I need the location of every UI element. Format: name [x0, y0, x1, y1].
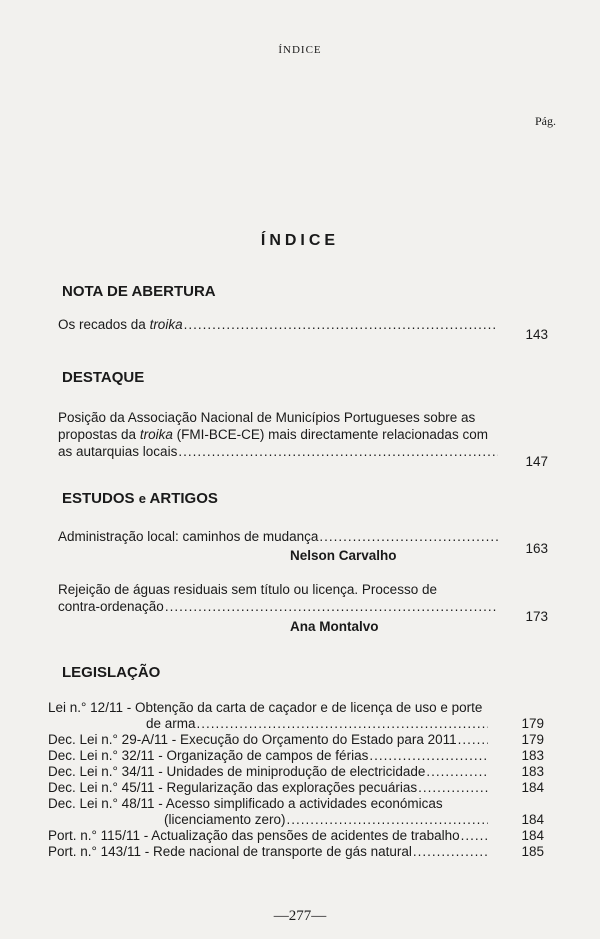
page-number-footer: —277— — [273, 908, 327, 924]
leader-dots — [418, 780, 488, 796]
leader-dots — [458, 732, 488, 748]
toc-entry-recados — [58, 316, 554, 342]
page-number: 185 — [521, 844, 544, 859]
list-item: Port. n.° 143/11 - Rede nacional de transporte de gás natural ..... 185 — [48, 844, 554, 860]
section-heading-destaque: DESTAQUE — [62, 369, 145, 386]
list-item: Dec. Lei n.° 29-A/11 - Execução do Orçamento do Estado para 2011 ..... 179 — [48, 732, 554, 748]
page-number: 183 — [521, 764, 544, 779]
leader-dots — [287, 812, 488, 828]
leader-dots — [197, 716, 488, 732]
page-number: 163 — [525, 541, 548, 556]
leader-dots — [369, 748, 488, 764]
list-item: (licenciamento zero) ..... 184 — [48, 812, 554, 828]
entry-line: Rejeição de águas residuais sem título ou licença. Processo de — [58, 582, 437, 597]
entry-italic: troika — [149, 317, 183, 332]
leader-dots — [178, 443, 498, 460]
list-item: Dec. Lei n.° 45/11 - Regularização das explorações pecuárias ..... 184 — [48, 780, 554, 796]
toc-entry-rejeicao — [58, 581, 554, 624]
leader-dots — [184, 316, 498, 333]
toc-entry-posicao — [58, 409, 554, 469]
section-heading-nota-de-abertura: NOTA DE ABERTURA — [62, 283, 216, 300]
entry-line: contra-ordenação — [58, 599, 164, 614]
page-number: 173 — [525, 609, 548, 624]
leader-dots — [319, 528, 498, 545]
section-heading-estudos-e-artigos: ESTUDOS e ARTIGOS — [62, 490, 218, 507]
leader-dots — [413, 844, 488, 860]
page-number: 143 — [525, 327, 548, 342]
list-item: Port. n.° 115/11 - Actualização das pensões de acidentes de trabalho ..... 184 — [48, 828, 554, 844]
entry-text: Os recados da — [58, 317, 146, 332]
section-heading-legislacao: LEGISLAÇÃO — [62, 664, 161, 681]
page-number: 183 — [521, 748, 544, 763]
list-item: Dec. Lei n.° 32/11 - Organização de campos de férias ..... 183 — [48, 748, 554, 764]
legislation-list — [48, 700, 554, 860]
page-number: 179 — [521, 716, 544, 731]
entry-line: propostas da troika (FMI-BCE-CE) mais directamente relacionadas com — [58, 427, 488, 442]
running-head: ÍNDICE — [278, 44, 322, 56]
leader-dots — [165, 598, 498, 615]
list-item: Lei n.° 12/11 - Obtenção da carta de caçador e de licença de uso e porte — [48, 700, 483, 715]
list-item: de arma ..... 179 — [48, 716, 554, 732]
entry-text: Administração local: caminhos de mudança — [58, 529, 319, 544]
entry-line: as autarquias locais — [58, 444, 178, 459]
page-number: 184 — [521, 780, 544, 795]
list-item: Dec. Lei n.° 48/11 - Acesso simplificado a actividades económicas — [48, 796, 443, 811]
author-name: Ana Montalvo — [290, 619, 379, 634]
page-number: 179 — [521, 732, 544, 747]
page-number: 184 — [521, 828, 544, 843]
page-number: 147 — [525, 454, 548, 469]
list-item: Dec. Lei n.° 34/11 - Unidades de miniprodução de electricidade ..... 183 — [48, 764, 554, 780]
page-number: 184 — [521, 812, 544, 827]
leader-dots — [426, 764, 488, 780]
entry-line: Posição da Associação Nacional de Municípios Portugueses sobre as — [58, 410, 476, 425]
page-column-label: Pág. — [535, 114, 556, 128]
leader-dots — [461, 828, 488, 844]
page-title: ÍNDICE — [260, 232, 340, 249]
author-name: Nelson Carvalho — [290, 548, 397, 563]
